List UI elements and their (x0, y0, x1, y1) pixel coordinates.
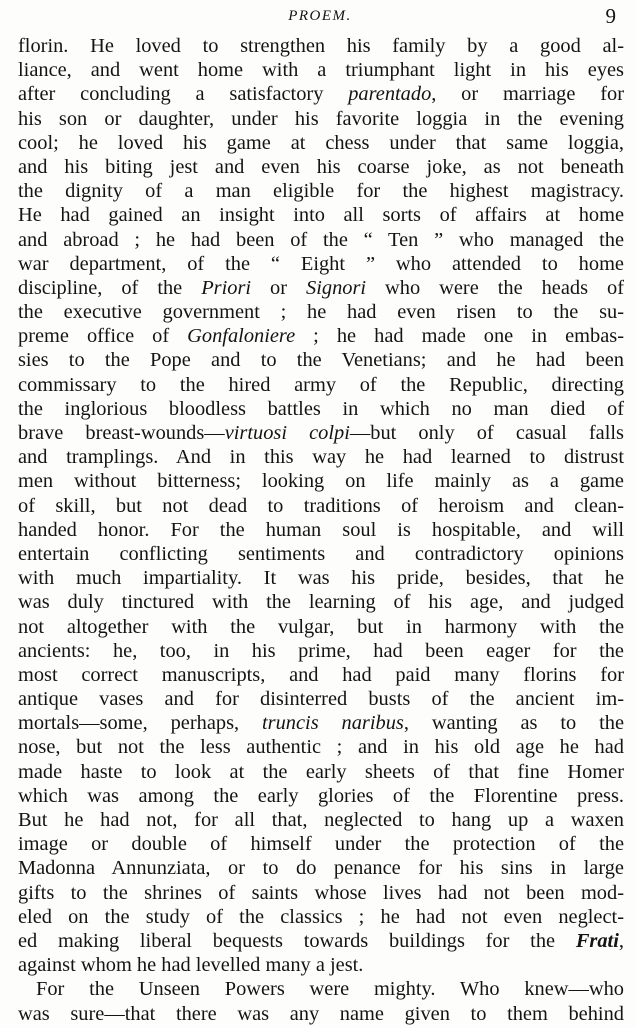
text-line: For the Unseen Powers were mighty. Who knew—who (36, 978, 624, 1001)
text-line: handed honor. For the human soul is hospitable, and will (18, 518, 624, 541)
text-line: war department, of the “ Eight ” who attended to home (18, 252, 624, 275)
text-line: preme office of Gonfaloniere ; he had made one in embas- (18, 325, 624, 348)
text-line: Madonna Annunziata, or to do penance for his sins in large (18, 857, 624, 880)
text-line: the dignity of a man eligible for the highest magistracy. (18, 180, 624, 203)
text-line: He had gained an insight into all sorts of affairs at home (18, 204, 624, 227)
text-line: the executive government ; he had even risen to the su- (18, 301, 624, 324)
text-line: antique vases and for disinterred busts of the ancient im- (18, 688, 624, 711)
text-line: florin. He loved to strengthen his family by a good al- (18, 35, 624, 57)
text-line: cool; he loved his game at chess under that same loggia, (18, 131, 624, 154)
page-number: 9 (605, 4, 616, 28)
text-line: commissary to the hired army of the Republic, directing (18, 373, 624, 396)
text-line: men without bitterness; looking on life mainly as a game (18, 470, 624, 493)
text-line: the inglorious bloodless battles in which no man died of (18, 397, 624, 420)
text-line: sies to the Pope and to the Venetians; and he had been (18, 349, 624, 372)
text-line: against whom he had levelled many a jest. (18, 954, 364, 977)
text-line: entertain conflicting sentiments and contradictory opinions (18, 542, 624, 565)
text-line: and tramplings. And in this way he had learned to distrust (18, 446, 624, 469)
text-line: image or double of himself under the protection of the (18, 833, 624, 856)
body-text (18, 34, 624, 1026)
text-line: after concluding a satisfactory parentado, or marriage for (18, 83, 624, 106)
text-line: nose, but not the less authentic ; and in his old age he had (18, 736, 624, 759)
text-line: most correct manuscripts, and had paid many florins for (18, 663, 624, 686)
text-line: not altogether with the vulgar, but in harmony with the (18, 615, 624, 638)
text-line: made haste to look at the early sheets of that fine Homer (18, 760, 624, 783)
text-line: ed making liberal bequests towards buildings for the Frati, (18, 929, 624, 952)
text-line: eled on the study of the classics ; he had not even neglect- (18, 905, 624, 928)
text-line: But he had not, for all that, neglected to hang up a waxen (18, 809, 624, 831)
text-line: gifts to the shrines of saints whose lives had not been mod- (18, 881, 624, 904)
text-line: of skill, but not dead to traditions of heroism and clean- (18, 494, 624, 517)
text-line: mortals—some, perhaps, truncis naribus, wanting as to the (18, 712, 624, 735)
text-line: his son or daughter, under his favorite loggia in the evening (18, 107, 624, 130)
text-line: discipline, of the Priori or Signori who were the heads of (18, 276, 624, 299)
text-line: and his biting jest and even his coarse joke, as not beneath (18, 155, 624, 178)
text-line: liance, and went home with a triumphant light in his eyes (18, 59, 624, 82)
text-line: and abroad ; he had been of the “ Ten ” who managed the (18, 228, 624, 251)
text-line: ancients: he, too, in his prime, had been eager for the (18, 639, 624, 662)
page-header (18, 4, 622, 30)
text-line: which was among the early glories of the Florentine press. (18, 784, 624, 807)
text-line: was duly tinctured with the learning of his age, and judged (18, 591, 624, 614)
text-line: was sure—that there was any name given to them behind (18, 1002, 624, 1025)
text-line: with much impartiality. It was his pride, besides, that he (18, 567, 624, 590)
text-line: brave breast-wounds—virtuosi colpi—but only of casual falls (18, 422, 624, 444)
running-head: PROEM. (288, 8, 352, 24)
